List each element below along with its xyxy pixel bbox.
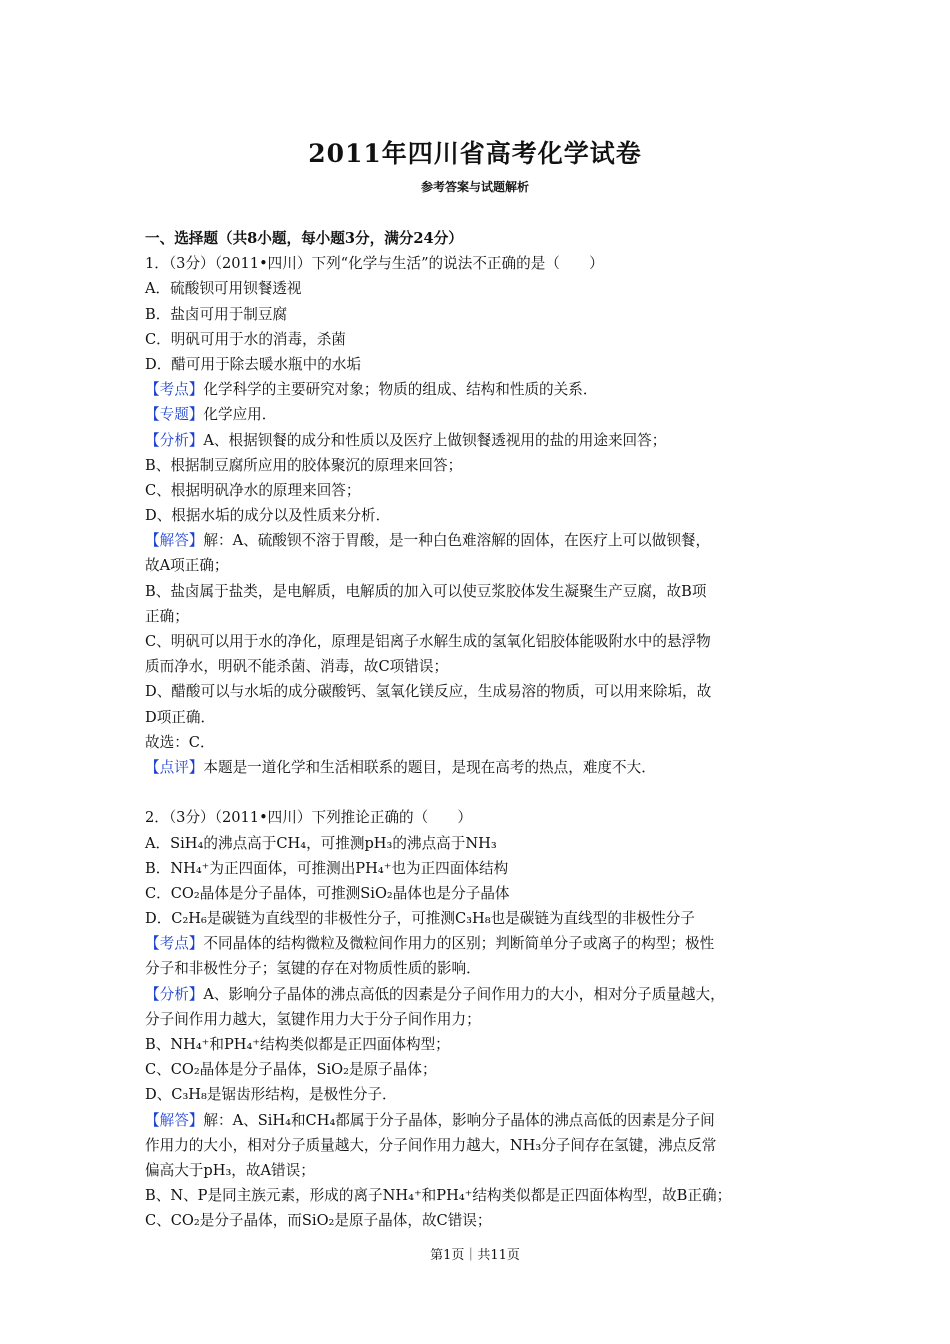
q1-option-a: A．硫酸钡可用钡餐透视 bbox=[145, 280, 302, 298]
jieda-tag: 【解答】 bbox=[145, 532, 204, 550]
q1-jieda-line: C、明矾可以用于水的净化，原理是铝离子水解生成的氢氧化铝胶体能吸附水中的悬浮物 bbox=[145, 633, 711, 650]
q1-stem: 1．（3分）（2011•四川）下列“化学与生活”的说法不正确的是（ ） bbox=[145, 255, 604, 273]
q1-fenxi-b: B、根据制豆腐所应用的胶体聚沉的原理来回答； bbox=[145, 456, 463, 474]
q1-kaodian-text: 化学科学的主要研究对象；物质的组成、结构和性质的关系． bbox=[203, 381, 598, 399]
q1-dianping-text: 本题是一道化学和生活相联系的题目，是现在高考的热点，难度不大． bbox=[203, 758, 656, 776]
q1-jieda-line: B、盐卤属于盐类，是电解质，电解质的加入可以使豆浆胶体发生凝聚生产豆腐，故B项 bbox=[145, 582, 707, 600]
q1-jieda-line: 质而净水，明矾不能杀菌、消毒，故C项错误； bbox=[145, 658, 449, 676]
q1-jieda-line: 正确； bbox=[145, 607, 189, 625]
q2-jieda bbox=[145, 1108, 807, 1133]
q2-kaodian-line: 分子和非极性分子；氢键的存在对物质性质的影响． bbox=[145, 960, 481, 978]
q1-answer: 故选：C． bbox=[145, 733, 215, 751]
q2-jieda-line: 偏高大于pH₃，故A错误； bbox=[145, 1161, 315, 1179]
q2-jieda-line: B、N、P是同主族元素，形成的离子NH₄⁺和PH₄⁺结构类似都是正四面体构型，故B正确； bbox=[145, 1187, 732, 1205]
q1-jieda bbox=[145, 528, 807, 553]
page-subtitle: 参考答案与试题解析 bbox=[420, 180, 529, 194]
q2-kaodian bbox=[145, 931, 807, 956]
q1-option-b: B．盐卤可用于制豆腐 bbox=[145, 305, 288, 323]
fenxi-tag: 【分析】 bbox=[145, 431, 204, 449]
page-title: 2011年四川省高考化学试卷 bbox=[308, 139, 642, 168]
q2-fenxi-c: C、CO₂晶体是分子晶体，SiO₂是原子晶体； bbox=[145, 1061, 437, 1079]
q2-fenxi-d: D、C₃H₈是锯齿形结构，是极性分子． bbox=[145, 1086, 397, 1104]
zhuanti-tag: 【专题】 bbox=[145, 406, 204, 424]
q1-kaodian bbox=[145, 377, 807, 402]
q1-jieda-line: 故A项正确； bbox=[145, 557, 229, 575]
q1-dianping bbox=[145, 755, 807, 780]
q2-jieda-line: 作用力的大小，相对分子质量越大，分子间作用力越大，NH₃分子间存在氢键，沸点反常 bbox=[145, 1136, 717, 1154]
q2-kaodian-text: 不同晶体的结构微粒及微粒间作用力的区别；判断简单分子或离子的构型；极性 bbox=[203, 935, 715, 953]
q1-fenxi bbox=[145, 428, 807, 453]
section-heading: 一、选择题（共8小题，每小题3分，满分24分） bbox=[145, 230, 463, 247]
q1-fenxi-text: A、根据钡餐的成分和性质以及医疗上做钡餐透视用的盐的用途来回答； bbox=[203, 431, 667, 449]
page-footer: 第1页｜共11页 bbox=[430, 1248, 520, 1263]
kaodian-tag: 【考点】 bbox=[145, 381, 204, 399]
q2-option-c: C．CO₂晶体是分子晶体，可推测SiO₂晶体也是分子晶体 bbox=[145, 884, 510, 902]
q1-jieda-line: D、醋酸可以与水垢的成分碳酸钙、氢氧化镁反应，生成易溶的物质，可以用来除垢，故 bbox=[145, 683, 712, 701]
q1-zhuanti-text: 化学应用． bbox=[203, 406, 277, 424]
q2-option-a: A．SiH₄的沸点高于CH₄，可推测pH₃的沸点高于NH₃ bbox=[145, 834, 497, 852]
q2-stem: 2．（3分）（2011•四川）下列推论正确的（ ） bbox=[145, 809, 473, 827]
fenxi-tag: 【分析】 bbox=[145, 985, 204, 1003]
q1-fenxi-d: D、根据水垢的成分以及性质来分析． bbox=[145, 507, 391, 525]
q2-jieda-text: 解：A、SiH₄和CH₄都属于分子晶体，影响分子晶体的沸点高低的因素是分子间 bbox=[203, 1111, 715, 1129]
kaodian-tag: 【考点】 bbox=[145, 935, 204, 953]
spacer bbox=[145, 780, 807, 805]
q2-option-b: B．NH₄⁺为正四面体，可推测出PH₄⁺也为正四面体结构 bbox=[145, 859, 509, 877]
dianping-tag: 【点评】 bbox=[145, 758, 204, 776]
q1-jieda-text: 解：A、硫酸钡不溶于胃酸，是一种白色难溶解的固体，在医疗上可以做钡餐， bbox=[203, 532, 711, 550]
q2-fenxi-b: B、NH₄⁺和PH₄⁺结构类似都是正四面体构型； bbox=[145, 1036, 450, 1053]
q2-fenxi-line: 分子间作用力越大，氢键作用力大于分子间作用力； bbox=[145, 1010, 481, 1028]
jieda-tag: 【解答】 bbox=[145, 1111, 204, 1129]
q2-option-d: D．C₂H₆是碳链为直线型的非极性分子，可推测C₃H₈也是碳链为直线型的非极性分子 bbox=[145, 910, 695, 928]
q1-fenxi-c: C、根据明矾净水的原理来回答； bbox=[145, 481, 361, 499]
q1-option-d: D．醋可用于除去暖水瓶中的水垢 bbox=[145, 355, 362, 373]
document-body bbox=[145, 226, 807, 1234]
q1-jieda-line: D项正确． bbox=[145, 708, 216, 726]
q1-option-c: C．明矾可用于水的消毒，杀菌 bbox=[145, 330, 346, 348]
q2-fenxi-text: A、影响分子晶体的沸点高低的因素是分子间作用力的大小，相对分子质量越大， bbox=[203, 985, 725, 1003]
q2-fenxi bbox=[145, 982, 807, 1007]
q2-jieda-line: C、CO₂是分子晶体，而SiO₂是原子晶体，故C错误； bbox=[145, 1212, 492, 1230]
q1-zhuanti bbox=[145, 402, 807, 427]
